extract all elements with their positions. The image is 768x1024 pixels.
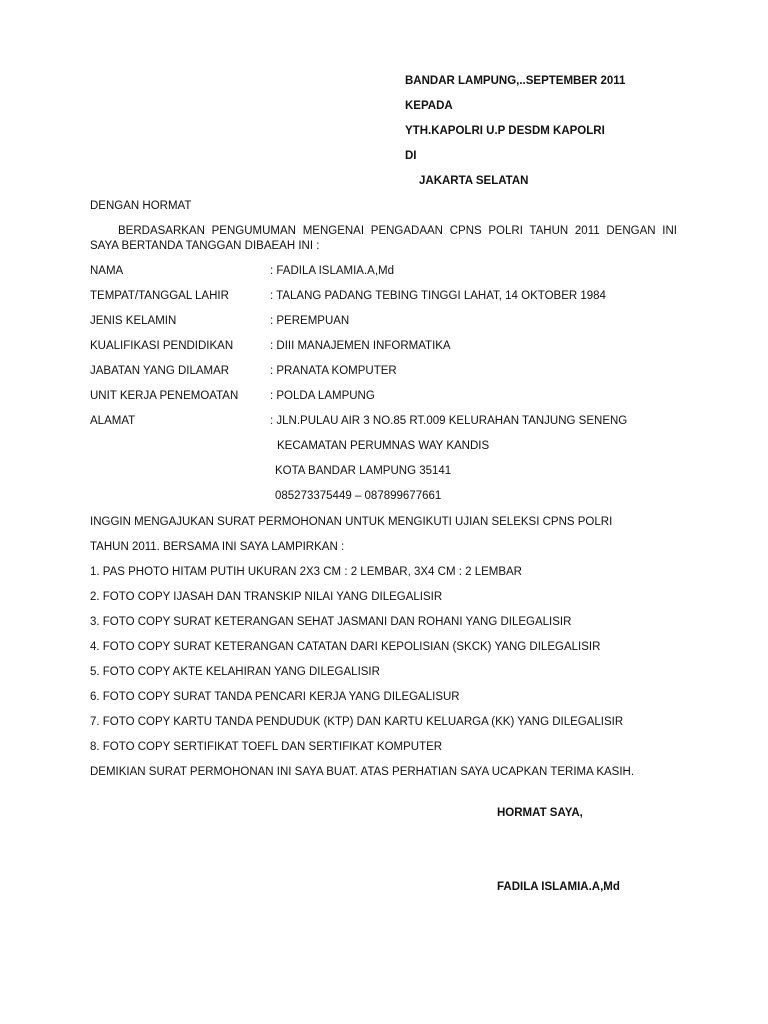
field-label-jenis-kelamin: JENIS KELAMIN xyxy=(90,315,177,327)
field-label-alamat: ALAMAT xyxy=(90,415,136,427)
field-value-kualifikasi: : DIII MANAJEMEN INFORMATIKA xyxy=(270,340,451,352)
attachment-item: 2. FOTO COPY IJASAH DAN TRANSKIP NILAI YANG DILEGALISIR xyxy=(90,591,443,603)
attachment-item: 7. FOTO COPY KARTU TANDA PENDUDUK (KTP) DAN KARTU KELUARGA (KK) YANG DILEGALISIR xyxy=(90,716,624,728)
field-value-nama: : FADILA ISLAMIA.A,Md xyxy=(270,265,394,277)
signoff: HORMAT SAYA, xyxy=(497,807,583,819)
field-value-jenis-kelamin: : PEREMPUAN xyxy=(270,315,350,327)
address-line-kecamatan: KECAMATAN PERUMNAS WAY KANDIS xyxy=(277,440,490,452)
attachment-item: 6. FOTO COPY SURAT TANDA PENCARI KERJA YANG DILEGALISUR xyxy=(90,691,460,703)
letter-addressee: YTH.KAPOLRI U.P DESDM KAPOLRI xyxy=(405,125,605,137)
request-line-1: INGGIN MENGAJUKAN SURAT PERMOHONAN UNTUK MENGIKUTI UJIAN SELEKSI CPNS POLRI xyxy=(90,516,613,528)
field-label-jabatan: JABATAN YANG DILAMAR xyxy=(90,365,230,377)
letter-to: KEPADA xyxy=(405,100,453,112)
address-line-phone: 085273375449 – 087899677661 xyxy=(275,490,442,502)
field-label-nama: NAMA xyxy=(90,265,124,277)
attachment-item: 5. FOTO COPY AKTE KELAHIRAN YANG DILEGALISIR xyxy=(90,666,380,678)
attachment-item: 3. FOTO COPY SURAT KETERANGAN SEHAT JASMANI DAN ROHANI YANG DILEGALISIR xyxy=(90,616,572,628)
field-value-jabatan: : PRANATA KOMPUTER xyxy=(270,365,397,377)
field-value-alamat: : JLN.PULAU AIR 3 NO.85 RT.009 KELURAHAN TANJUNG SENENG xyxy=(270,415,628,427)
closing-paragraph: DEMIKIAN SURAT PERMOHONAN INI SAYA BUAT. ATAS PERHATIAN SAYA UCAPKAN TERIMA KASIH. xyxy=(90,766,635,778)
attachment-item: 1. PAS PHOTO HITAM PUTIH UKURAN 2X3 CM : 2 LEMBAR, 3X4 CM : 2 LEMBAR xyxy=(90,566,522,578)
request-line-2: TAHUN 2011. BERSAMA INI SAYA LAMPIRKAN : xyxy=(90,541,345,553)
letter-place-date: BANDAR LAMPUNG,..SEPTEMBER 2011 xyxy=(405,75,626,87)
greeting: DENGAN HORMAT xyxy=(90,200,192,212)
letter-city: JAKARTA SELATAN xyxy=(419,175,529,187)
field-label-ttl: TEMPAT/TANGGAL LAHIR xyxy=(90,290,229,302)
field-label-kualifikasi: KUALIFIKASI PENDIDIKAN xyxy=(90,340,234,352)
address-line-kota: KOTA BANDAR LAMPUNG 35141 xyxy=(275,465,452,477)
attachment-item: 4. FOTO COPY SURAT KETERANGAN CATATAN DARI KEPOLISIAN (SKCK) YANG DILEGALISIR xyxy=(90,641,601,653)
field-value-ttl: : TALANG PADANG TEBING TINGGI LAHAT, 14 OKTOBER 1984 xyxy=(270,290,606,302)
signer-name: FADILA ISLAMIA.A,Md xyxy=(497,881,620,893)
letter-di: DI xyxy=(405,150,417,162)
field-value-unit-kerja: : POLDA LAMPUNG xyxy=(270,390,375,402)
intro-paragraph: BERDASARKAN PENGUMUMAN MENGENAI PENGADAAN CPNS POLRI TAHUN 2011 DENGAN INI SAYA BERTANDA TANGGAN DIBAEAH INI : xyxy=(90,225,677,252)
attachment-item: 8. FOTO COPY SERTIFIKAT TOEFL DAN SERTIFIKAT KOMPUTER xyxy=(90,741,443,753)
field-label-unit-kerja: UNIT KERJA PENEMOATAN xyxy=(90,390,239,402)
